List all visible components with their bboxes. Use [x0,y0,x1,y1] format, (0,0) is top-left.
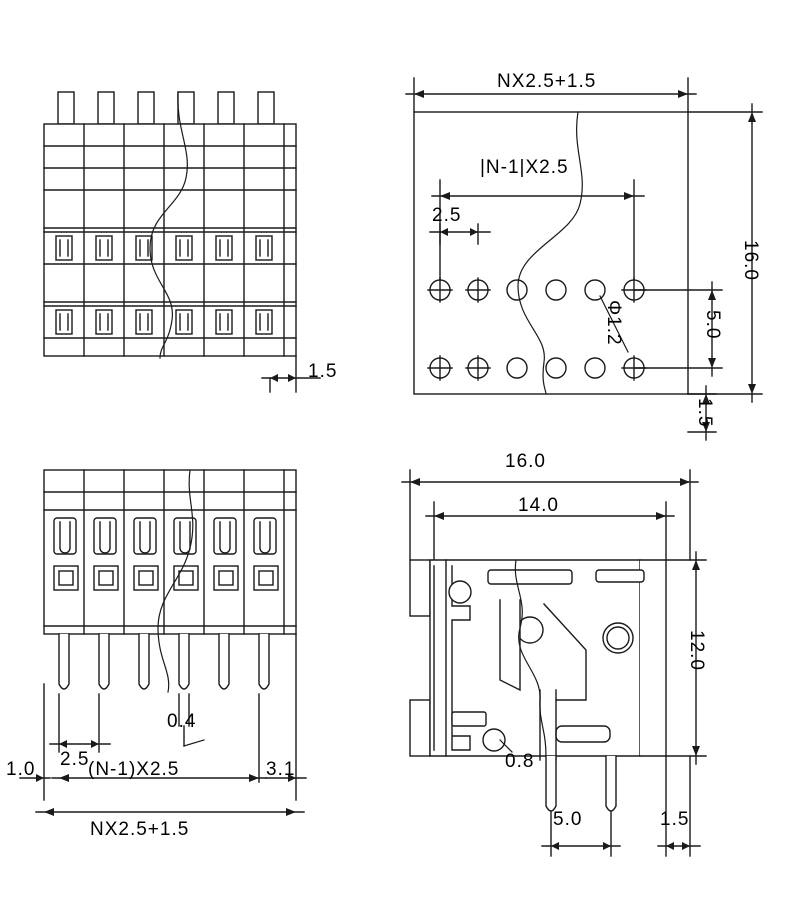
dim-n1x25-bottom-left: (N-1)X2.5 [88,759,180,780]
bottom-right-view [402,470,706,856]
dim-14-0: 14.0 [518,495,559,516]
dim-2-5-bottom-left: 2.5 [60,749,90,770]
dim-n1x25: |N-1|X2.5 [480,157,569,178]
dim-1-0: 1.0 [6,759,36,780]
top-right-view [406,78,762,440]
dim-16-0-right: 16.0 [740,240,761,281]
dim-3-1: 3.1 [266,759,296,780]
dim-1-5-bottom-right: 1.5 [660,809,690,830]
dim-1-5-bottom-right-view: 1.5 [694,398,715,428]
dim-5-0-right: 5.0 [702,310,723,340]
dim-0-8: 0.8 [505,751,535,772]
dim-nx25-15-top: NX2.5+1.5 [497,71,597,92]
dim-2-5-left: 2.5 [432,205,462,226]
top-left-view [44,92,320,392]
dim-1-5-front: 1.5 [308,361,338,382]
dim-nx25-15-bottom: NX2.5+1.5 [90,819,190,840]
dim-0-4: 0.4 [167,711,197,732]
dim-16-0-top: 16.0 [505,451,546,472]
dim-5-0-bottom-right: 5.0 [553,809,583,830]
dim-phi-1-2: Φ1.2 [603,300,624,346]
dim-12-0: 12.0 [686,630,707,671]
